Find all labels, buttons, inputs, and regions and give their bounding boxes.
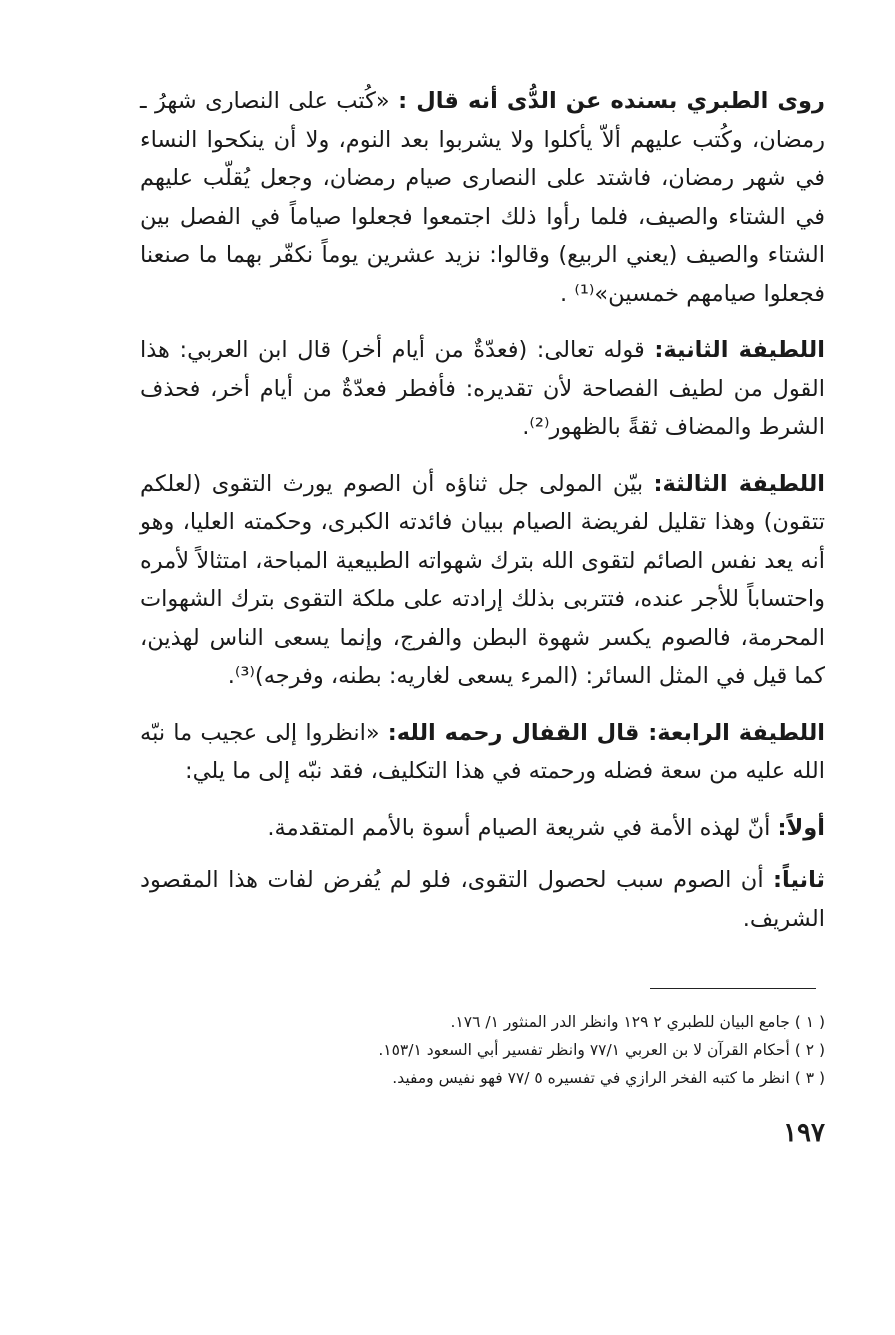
paragraph-body: «كُتب على النصارى شهرُ ـ رمضان، وكُتب عليهم ألاّ يأكلوا ولا يشربوا بعد النوم، ولا أن ينكحوا النساء في شهر رمضان، فاشتد على النصارى صيام رمضان، وجعل يُقلّب عليهم في الشتاء والصيف، فلما رأوا ذلك اجتمعوا فجعلوا صياماً في الفصل بين الشتاء والصيف (يعني الربيع) وقالوا: نزيد عشرين يوماً نكفّر بهما ما صنعنا فجعلوا صيامهم خمسين»⁽¹⁾ . bbox=[140, 88, 825, 307]
item-lead: أولاً: bbox=[777, 814, 825, 841]
paragraph-body: «انظروا إلى عجيب ما نبّه الله عليه من سعة فضله ورحمته في هذا التكليف، فقد نبّه إلى ما يلي: bbox=[140, 719, 825, 784]
item-body: أن الصوم سبب لحصول التقوى، فلو لم يُفرض لفات هذا المقصود الشريف. bbox=[140, 867, 825, 932]
footnote-1: ( ١ ) جامع البيان للطبري ٢ ١٢٩ وانظر الدر المنثور ١/ ١٧٦. bbox=[450, 1013, 825, 1031]
footnote-3: ( ٣ ) انظر ما كتبه الفخر الرازي في تفسيره ٥ /٧٧ فهو نفيس ومفيد. bbox=[392, 1069, 825, 1087]
paragraph-lead: روى الطبري بسنده عن الدُّى أنه قال : bbox=[398, 88, 825, 114]
paragraph-fourth-subtlety bbox=[140, 714, 825, 791]
page-number: ١٩٧ bbox=[783, 1118, 825, 1148]
paragraph-lead: اللطيفة الثانية: bbox=[654, 337, 825, 363]
paragraph-body: قوله تعالى: (فعدّةٌ من أيام أخر) قال ابن العربي: هذا القول من لطيف الفصاحة لأن تقديره: فأفطر فعدّةٌ من أيام أخر، فحذف الشرط والمضاف ثقةً بالظهور⁽²⁾. bbox=[140, 337, 825, 440]
paragraph-tabari-narration bbox=[140, 82, 825, 313]
item-lead: ثانياً: bbox=[773, 867, 825, 893]
item-body: أنّ لهذه الأمة في شريعة الصيام أسوة بالأمم المتقدمة. bbox=[267, 814, 778, 841]
footnotes bbox=[140, 1008, 825, 1092]
paragraph-second-subtlety bbox=[140, 331, 825, 447]
paragraph-lead: اللطيفة الرابعة: قال القفال رحمه الله: bbox=[387, 719, 825, 746]
main-text bbox=[140, 82, 825, 952]
footnote-divider bbox=[650, 988, 816, 989]
paragraph-lead: اللطيفة الثالثة: bbox=[653, 470, 825, 497]
footnote-2: ( ٢ ) أحكام القرآن لا بن العربي ٧٧/١ وانظر تفسير أبي السعود ١٥٣/١. bbox=[378, 1041, 825, 1059]
list-item-first bbox=[140, 809, 825, 848]
paragraph-third-subtlety bbox=[140, 465, 825, 696]
list-item-second bbox=[140, 861, 825, 938]
paragraph-body: بيّن المولى جل ثناؤه أن الصوم يورث التقوى (لعلكم تتقون) وهذا تقليل لفريضة الصيام ببيان فائدته الكبرى، وحكمته العليا، وهو أنه يعد نفس الصائم لتقوى الله بترك شهواته الطبيعية المباحة، امتثالاً لأمره واحتساباً للأجر عنده، فتتربى بذلك إرادته على ملكة التقوى بترك الشهوات المحرمة، فالصوم يكسر شهوة البطن والفرج، وإنما يسعى الناس لهذين، كما قيل في المثل السائر: (المرء يسعى لغاريه: بطنه، وفرجه)⁽³⁾. bbox=[140, 470, 825, 689]
